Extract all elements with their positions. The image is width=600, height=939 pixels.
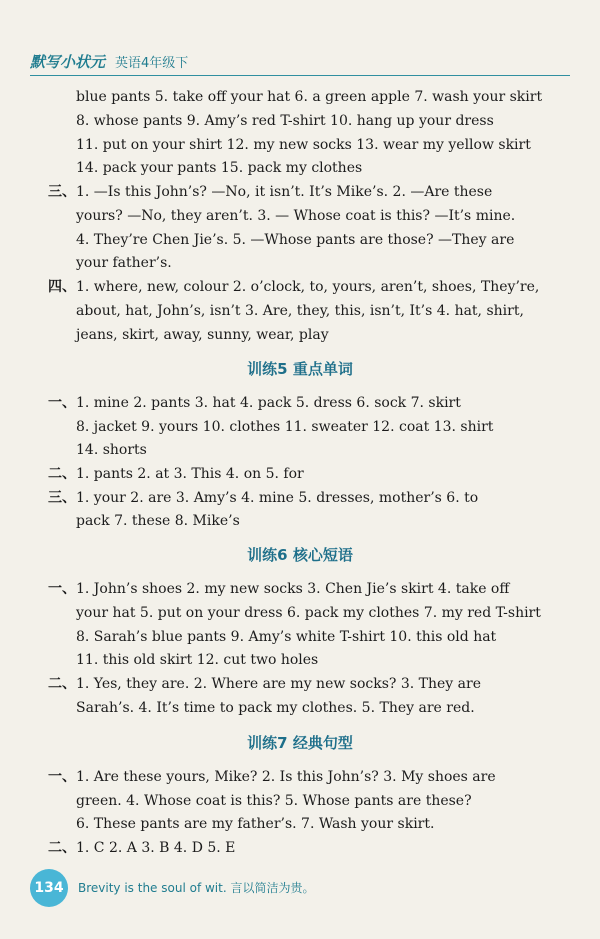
header-logo: 默写小状元: [30, 52, 106, 71]
header-divider: [30, 75, 570, 76]
answer-line: jeans, skirt, away, sunny, wear, play: [76, 327, 329, 343]
answer-line: 11. put on your shirt 12. my new socks 13. wear my yellow skirt: [76, 137, 531, 153]
page-number-badge: 134: [30, 869, 68, 907]
section-marker: 一、: [48, 581, 76, 597]
section-marker: 二、: [48, 840, 76, 856]
answer-line: 14. shorts: [76, 442, 147, 458]
answer-line: 6. These pants are my father’s. 7. Wash your skirt.: [76, 816, 435, 832]
footer-quote: Brevity is the soul of wit. 言以简洁为贵。: [78, 881, 315, 895]
answer-line: 1. C 2. A 3. B 4. D 5. E: [76, 840, 236, 856]
answer-line: about, hat, John’s, isn’t 3. Are, they, this, isn’t, It’s 4. hat, shirt,: [76, 303, 524, 319]
answer-line: 1. John’s shoes 2. my new socks 3. Chen Jie’s skirt 4. take off: [76, 581, 510, 597]
answer-line: your hat 5. put on your dress 6. pack my clothes 7. my red T-shirt: [76, 605, 541, 621]
answer-line: 1. pants 2. at 3. This 4. on 5. for: [76, 466, 304, 482]
answer-line: 1. Are these yours, Mike? 2. Is this John’s? 3. My shoes are: [76, 769, 496, 785]
section-marker: 三、: [48, 490, 76, 506]
section-marker: 三、: [48, 184, 76, 200]
answer-line: 1. —Is this John’s? —No, it isn’t. It’s Mike’s. 2. —Are these: [76, 184, 493, 200]
answer-line: pack 7. these 8. Mike’s: [76, 513, 240, 529]
section-title: 训练5 重点单词: [247, 360, 353, 378]
answer-line: Sarah’s. 4. It’s time to pack my clothes. 5. They are red.: [76, 700, 475, 716]
answer-line: 11. this old skirt 12. cut two holes: [76, 652, 319, 668]
answer-line: 1. Yes, they are. 2. Where are my new socks? 3. They are: [76, 676, 481, 692]
answer-line: your father’s.: [76, 255, 172, 271]
answer-line: 1. mine 2. pants 3. hat 4. pack 5. dress 6. sock 7. skirt: [76, 395, 461, 411]
section-marker: 二、: [48, 466, 76, 482]
section-title: 训练6 核心短语: [247, 546, 353, 564]
answer-line: 8. Sarah’s blue pants 9. Amy’s white T-shirt 10. this old hat: [76, 629, 497, 645]
answer-line: 1. where, new, colour 2. o’clock, to, yours, aren’t, shoes, They’re,: [76, 279, 540, 295]
answer-line: green. 4. Whose coat is this? 5. Whose pants are these?: [76, 793, 472, 809]
section-title: 训练7 经典句型: [247, 734, 353, 752]
answer-line: 14. pack your pants 15. pack my clothes: [76, 160, 363, 176]
answer-line: blue pants 5. take off your hat 6. a green apple 7. wash your skirt: [76, 89, 543, 105]
section-marker: 二、: [48, 676, 76, 692]
page-header: [30, 50, 188, 72]
answer-line: yours? —No, they aren’t. 3. — Whose coat is this? —It’s mine.: [76, 208, 516, 224]
answer-line: 8. whose pants 9. Amy’s red T-shirt 10. hang up your dress: [76, 113, 494, 129]
answer-line: 1. your 2. are 3. Amy’s 4. mine 5. dresses, mother’s 6. to: [76, 490, 479, 506]
section-marker: 一、: [48, 769, 76, 785]
answer-line: 8. jacket 9. yours 10. clothes 11. sweater 12. coat 13. shirt: [76, 419, 494, 435]
header-subtitle: 英语4年级下: [115, 55, 189, 71]
section-marker: 一、: [48, 395, 76, 411]
answer-line: 4. They’re Chen Jie’s. 5. —Whose pants are those? —They are: [76, 232, 515, 248]
section-marker: 四、: [48, 279, 76, 295]
